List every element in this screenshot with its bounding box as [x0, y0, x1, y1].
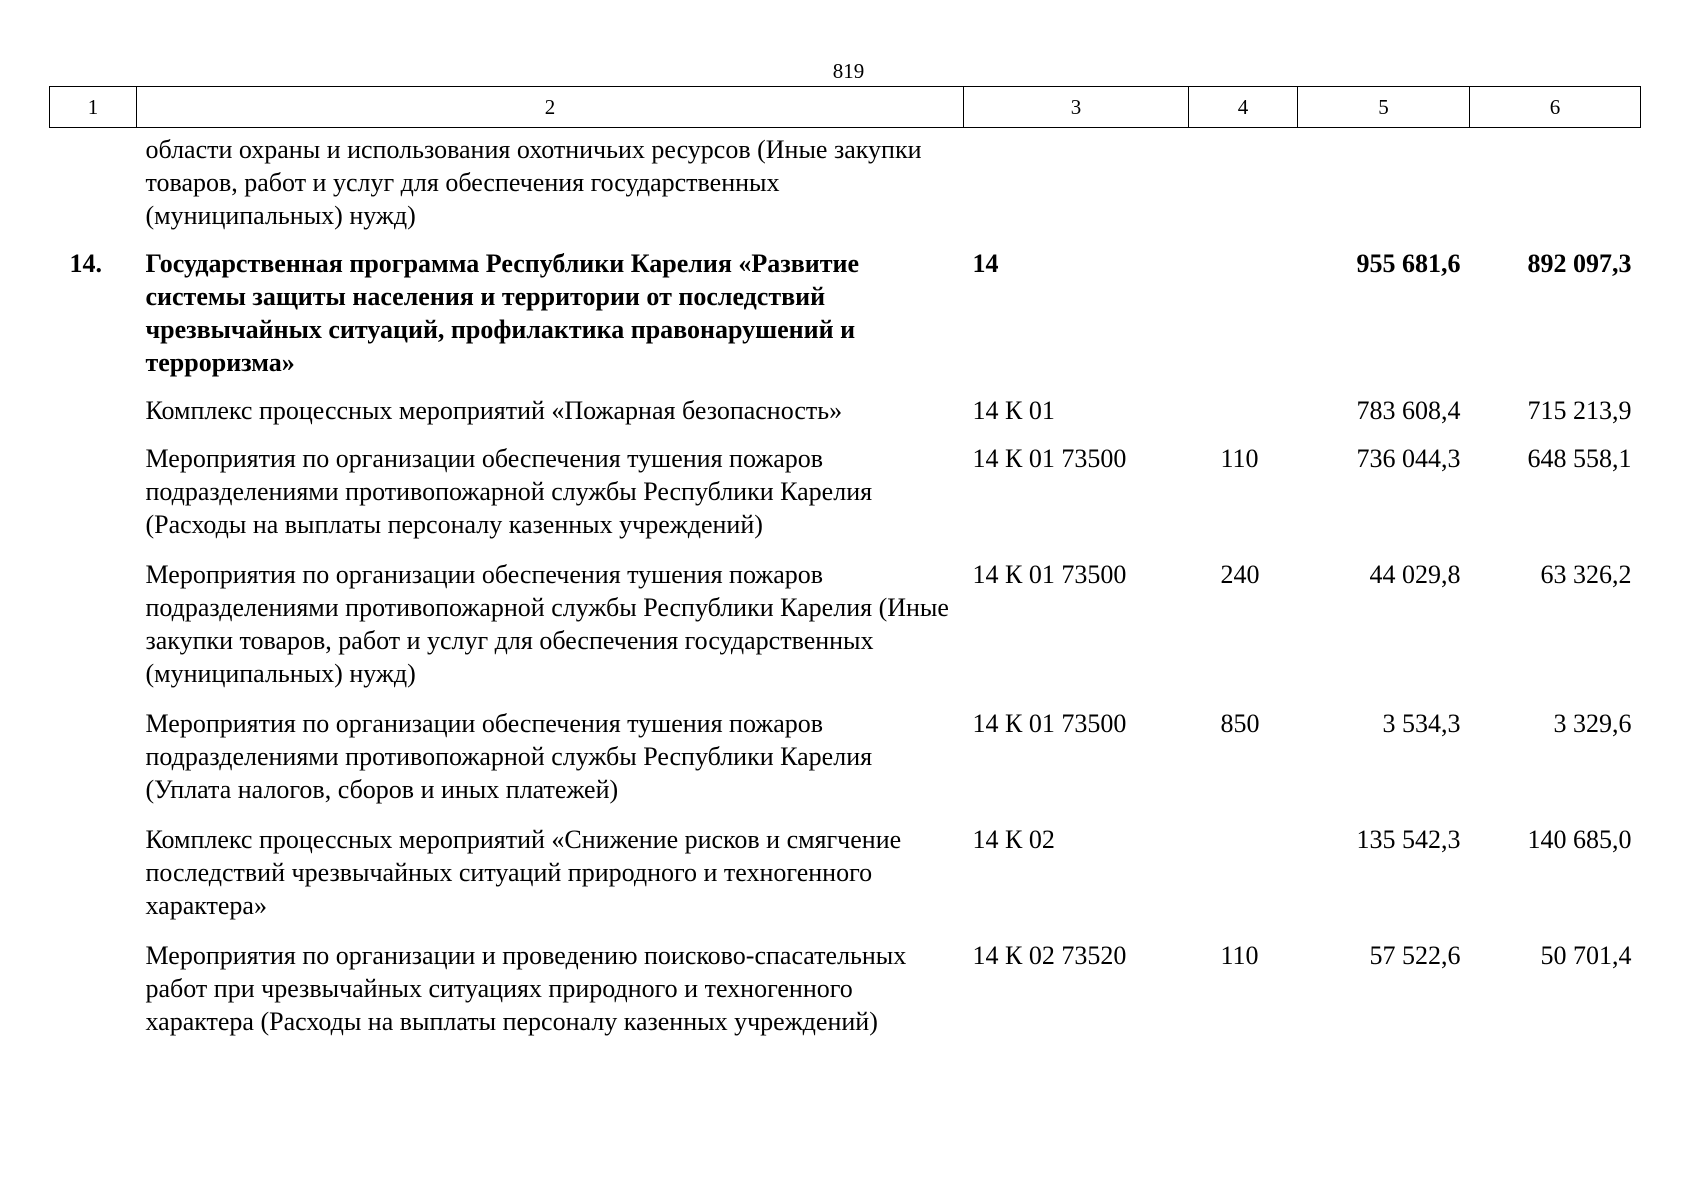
table-row — [50, 247, 1641, 394]
row-name: области охраны и использования охотничьих ресурсов (Иные закупки товаров, работ и услуг для обеспечения государственных (муниципальных) нужд) — [145, 135, 922, 230]
row-sum-1: 783 608,4 — [1356, 396, 1461, 425]
row-expense-kind — [1189, 247, 1298, 394]
row-number — [50, 558, 137, 707]
row-number — [50, 707, 137, 823]
row-number — [50, 823, 137, 939]
row-name: Мероприятия по организации и проведению поисково-спасательных работ при чрезвычайных ситуациях природного и техногенного характера (Расходы на выплаты персоналу казенных учреждений) — [145, 941, 907, 1036]
column-number-header — [50, 87, 1641, 128]
row-target-code: 14 К 01 73500 — [972, 560, 1127, 589]
column-header-5: 5 — [1298, 87, 1470, 128]
row-name: Мероприятия по организации обеспечения тушения пожаров подразделениями противопожарной службы Республики Карелия (Иные закупки товаров, работ и услуг для обеспечения государственных (муниципальных) нужд) — [145, 560, 949, 688]
table-row — [50, 823, 1641, 939]
row-sum-2: 140 685,0 — [1527, 825, 1632, 854]
row-sum-1 — [1298, 128, 1470, 248]
budget-table — [49, 86, 1641, 1038]
row-target-code — [964, 128, 1189, 248]
row-sum-2: 715 213,9 — [1527, 396, 1632, 425]
row-expense-kind: 850 — [1220, 709, 1260, 738]
table-row — [50, 558, 1641, 707]
column-header-1: 1 — [50, 87, 137, 128]
row-sum-2: 3 329,6 — [1553, 709, 1632, 738]
row-target-code: 14 К 01 73500 — [972, 444, 1127, 473]
row-number — [50, 442, 137, 558]
row-target-code: 14 К 02 73520 — [972, 941, 1127, 970]
row-expense-kind: 110 — [1220, 941, 1259, 970]
table-row — [50, 939, 1641, 1038]
row-number — [50, 394, 137, 442]
row-expense-kind: 110 — [1220, 444, 1259, 473]
row-sum-2: 648 558,1 — [1527, 444, 1632, 473]
row-name: Государственная программа Республики Карелия «Развитие системы защиты населения и территории от последствий чрезвычайных ситуаций, профилактика правонарушений и терроризма» — [145, 249, 860, 377]
row-number: 14. — [69, 249, 102, 278]
table-row — [50, 707, 1641, 823]
row-name: Мероприятия по организации обеспечения тушения пожаров подразделениями противопожарной службы Республики Карелия (Уплата налогов, сборов и иных платежей) — [145, 709, 873, 804]
row-sum-1: 57 522,6 — [1369, 941, 1461, 970]
row-target-code: 14 К 01 — [972, 396, 1055, 425]
row-expense-kind: 240 — [1220, 560, 1260, 589]
row-name: Мероприятия по организации обеспечения тушения пожаров подразделениями противопожарной службы Республики Карелия (Расходы на выплаты персоналу казенных учреждений) — [145, 444, 873, 539]
row-expense-kind — [1189, 394, 1298, 442]
column-header-3: 3 — [964, 87, 1189, 128]
row-sum-2: 63 326,2 — [1540, 560, 1632, 589]
column-header-6: 6 — [1470, 87, 1641, 128]
row-sum-2: 50 701,4 — [1540, 941, 1632, 970]
row-target-code: 14 — [972, 249, 999, 278]
column-header-2: 2 — [137, 87, 964, 128]
row-sum-1: 955 681,6 — [1356, 249, 1461, 278]
table-row — [50, 394, 1641, 442]
page-number: 819 — [832, 59, 865, 83]
row-expense-kind — [1189, 128, 1298, 248]
row-sum-1: 135 542,3 — [1356, 825, 1461, 854]
row-name: Комплекс процессных мероприятий «Снижение рисков и смягчение последствий чрезвычайных ситуаций природного и техногенного характера» — [145, 825, 902, 920]
row-sum-2 — [1470, 128, 1641, 248]
row-sum-1: 44 029,8 — [1369, 560, 1461, 589]
row-sum-1: 3 534,3 — [1382, 709, 1461, 738]
row-target-code: 14 К 01 73500 — [972, 709, 1127, 738]
row-sum-2: 892 097,3 — [1527, 249, 1632, 278]
table-row — [50, 442, 1641, 558]
table-row — [50, 128, 1641, 248]
column-header-4: 4 — [1189, 87, 1298, 128]
row-name: Комплекс процессных мероприятий «Пожарная безопасность» — [145, 396, 843, 425]
row-target-code: 14 К 02 — [972, 825, 1055, 854]
row-number — [50, 939, 137, 1038]
row-sum-1: 736 044,3 — [1356, 444, 1461, 473]
row-number — [50, 128, 137, 248]
row-expense-kind — [1189, 823, 1298, 939]
